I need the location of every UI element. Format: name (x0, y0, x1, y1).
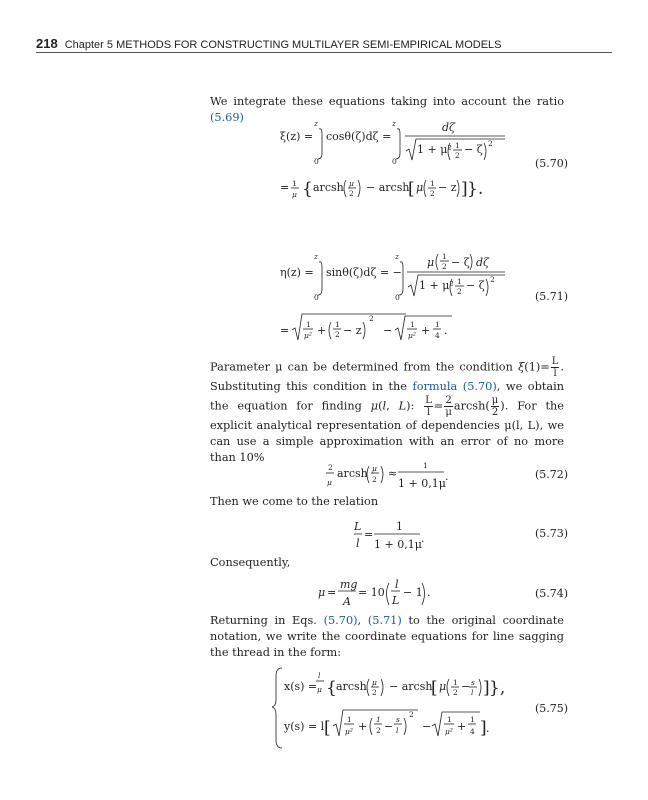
svg-text:4: 4 (435, 331, 440, 340)
svg-text:2: 2 (488, 139, 493, 148)
svg-text:+: + (317, 324, 327, 337)
svg-text:=: = (327, 586, 337, 599)
svg-text:− z: − z (343, 324, 362, 337)
ref-formula-5-70[interactable]: formula (5.70) (412, 380, 497, 393)
svg-text:−: − (461, 680, 471, 693)
svg-text:2: 2 (457, 287, 462, 296)
y-of-s: y(s) = l (284, 720, 325, 733)
eq-number-5-75: (5.75) (535, 702, 569, 715)
one-plus-mu2: 1 + μ² (417, 143, 452, 156)
svg-text:−: − (384, 720, 394, 733)
equation-5-75 (272, 666, 522, 754)
svg-text:1: 1 (453, 678, 458, 687)
svg-text:.: . (445, 470, 449, 483)
svg-text:0: 0 (314, 157, 319, 166)
arcsh-approx: arcsh (337, 467, 368, 480)
denominator-1: 1 + 0,1μ (398, 477, 446, 490)
svg-text:{: { (302, 179, 313, 199)
svg-text:1 + μ²: 1 + μ² (419, 279, 454, 292)
svg-text:2: 2 (372, 688, 377, 697)
svg-text:0: 0 (314, 293, 319, 302)
svg-text:4: 4 (470, 727, 475, 736)
svg-text:2: 2 (376, 726, 381, 735)
paragraph-parameter: Parameter μ can be determined from the condition ξ(1)= $\frac{L}{l}$ . Substituting this condition in the formula (5.70), we obtain the equation for finding μ(l, L): $\frac{L}{l}$ = $\frac{2}{\mu}$ arcsh( $\frac{\mu}{2}$ ). For the explicit analytical representation of dependencies μ(l, L), we can use a simple approximation with an error of no more than 10% (210, 356, 565, 464)
svg-text:1: 1 (442, 252, 447, 261)
svg-text:− arcsh: − arcsh (366, 181, 410, 194)
svg-text:≈: ≈ (388, 467, 398, 480)
svg-text:.: . (427, 586, 431, 599)
sin-integrand: sinθ(ζ)dζ = − (326, 266, 402, 279)
svg-text:μ: μ (427, 256, 435, 269)
mg: mg (340, 578, 358, 591)
svg-text:0: 0 (392, 157, 397, 166)
svg-text:2: 2 (335, 330, 340, 339)
svg-text:2: 2 (372, 475, 377, 484)
svg-text:μ: μ (349, 179, 354, 188)
svg-text:1: 1 (292, 179, 297, 188)
svg-text:1: 1 (423, 461, 428, 470)
xi-of-z: ξ(z) = (280, 130, 314, 143)
svg-text:1: 1 (435, 320, 440, 329)
svg-text:1: 1 (306, 320, 311, 329)
svg-text:1: 1 (335, 320, 340, 329)
eq-number-5-72: (5.72) (535, 468, 569, 481)
denominator-2: 1 + 0,1μ (374, 538, 422, 551)
svg-text:1: 1 (447, 715, 452, 724)
arcsh-1: arcsh (313, 181, 344, 194)
svg-text:1: 1 (457, 277, 462, 286)
eta-of-z: η(z) = (280, 266, 314, 279)
svg-text:+: + (421, 324, 431, 337)
svg-text:2: 2 (349, 189, 354, 198)
svg-text:1: 1 (396, 520, 403, 533)
chapter-title: Chapter 5 METHODS FOR CONSTRUCTING MULTILAYER SEMI-EMPIRICAL MODELS (64, 39, 502, 51)
paragraph-returning: Returning in Eqs. (5.70), (5.71) to the original coordinate notation, we write the coordinate equations for line sagging the thread in the form: (210, 614, 564, 659)
paragraph-relation: Then we come to the relation (210, 495, 379, 508)
condition: ξ (518, 360, 525, 374)
svg-text:[: [ (324, 718, 331, 738)
paragraph-consequently: Consequently, (210, 556, 291, 569)
svg-text:+: + (358, 720, 368, 733)
svg-text:− ζ: − ζ (464, 143, 483, 156)
svg-text:2: 2 (369, 314, 374, 323)
svg-text:l: l (318, 671, 321, 680)
svg-text:l: l (356, 537, 360, 550)
svg-text:.: . (486, 722, 490, 735)
ref-5-70[interactable]: (5.70) (323, 614, 358, 627)
svg-text:+: + (457, 720, 467, 733)
svg-text:2: 2 (442, 262, 447, 271)
svg-text:2: 2 (430, 189, 435, 198)
svg-text:−: − (383, 324, 393, 337)
svg-text:1: 1 (347, 715, 352, 724)
svg-text:]: ] (461, 179, 468, 199)
svg-text:s: s (471, 678, 475, 687)
svg-text:μ: μ (317, 685, 322, 694)
running-header (36, 36, 502, 51)
eq-number-5-71: (5.71) (535, 290, 569, 303)
svg-text:2: 2 (455, 151, 460, 160)
svg-text:μ: μ (416, 181, 424, 194)
svg-text:.: . (421, 532, 425, 545)
svg-text:1: 1 (376, 715, 381, 724)
ref-5-71[interactable]: (5.71) (367, 614, 402, 627)
svg-text:2: 2 (453, 688, 458, 697)
svg-text:− 1: − 1 (403, 586, 423, 599)
svg-text:1: 1 (410, 320, 415, 329)
svg-text:μ: μ (292, 190, 297, 199)
equation-5-70 (280, 115, 540, 219)
x-of-s: x(s) = (284, 680, 318, 693)
svg-text:l: l (395, 578, 399, 591)
equation-5-71 (280, 248, 540, 362)
svg-text:− ζ: − ζ (466, 279, 485, 292)
svg-text:μ²: μ² (408, 331, 416, 340)
svg-text:z: z (395, 252, 399, 261)
svg-text:]: ] (483, 678, 490, 698)
svg-text:1: 1 (430, 179, 435, 188)
eq-number-5-70: (5.70) (535, 157, 569, 170)
svg-text:μ²: μ² (445, 727, 453, 736)
svg-text:−: − (422, 720, 432, 733)
svg-text:μ: μ (372, 678, 377, 687)
svg-text:.: . (444, 324, 448, 337)
svg-text:=: = (364, 528, 374, 541)
svg-text:z: z (314, 252, 318, 261)
svg-text:s: s (396, 715, 400, 724)
svg-text:L: L (392, 594, 400, 607)
svg-text:− z: − z (438, 181, 457, 194)
ref-5-69[interactable]: (5.69) (210, 111, 244, 124)
ten: = 10 (358, 586, 385, 599)
svg-text:μ: μ (318, 586, 326, 599)
svg-text:− ζ: − ζ (451, 256, 470, 269)
svg-text:− arcsh: − arcsh (389, 680, 433, 693)
svg-text:2: 2 (328, 463, 333, 472)
svg-text:μ: μ (372, 464, 377, 473)
equation-5-74 (318, 574, 458, 618)
svg-text:1: 1 (455, 141, 460, 150)
eq-number-5-74: (5.74) (535, 587, 569, 600)
svg-text:},: }, (489, 678, 506, 698)
header-rule (36, 52, 612, 53)
svg-text:{: { (326, 678, 337, 698)
eq-number-5-73: (5.73) (535, 527, 569, 540)
cos-integrand: cosθ(ζ)dζ = (326, 130, 392, 143)
svg-text:A: A (343, 595, 351, 608)
svg-text:]: ] (480, 718, 487, 738)
svg-text:0: 0 (395, 293, 400, 302)
svg-text:μ: μ (327, 478, 332, 487)
svg-text:μ²: μ² (345, 727, 353, 736)
svg-text:arcsh: arcsh (336, 680, 367, 693)
svg-text:L: L (354, 520, 362, 533)
svg-text:1: 1 (470, 715, 475, 724)
svg-text:l: l (396, 726, 399, 735)
svg-text:=: = (280, 324, 290, 337)
svg-text:}.: }. (467, 179, 484, 199)
svg-text:2: 2 (490, 275, 495, 284)
svg-text:[: [ (408, 179, 415, 199)
svg-text:2: 2 (409, 710, 414, 719)
svg-text:l: l (471, 688, 474, 697)
page-number: 218 (36, 36, 58, 51)
svg-text:μ²: μ² (304, 331, 312, 340)
svg-text:dζ: dζ (476, 256, 490, 269)
equation-5-73 (354, 520, 474, 560)
svg-text:z: z (314, 119, 318, 128)
svg-text:z: z (392, 119, 396, 128)
paragraph-intro: We integrate these equations taking into account the ratio (5.69) (210, 95, 564, 124)
svg-text:μ: μ (439, 680, 447, 693)
svg-text:[: [ (431, 678, 438, 698)
svg-text:=: = (280, 181, 290, 194)
dzeta-numerator: dζ (442, 121, 456, 134)
